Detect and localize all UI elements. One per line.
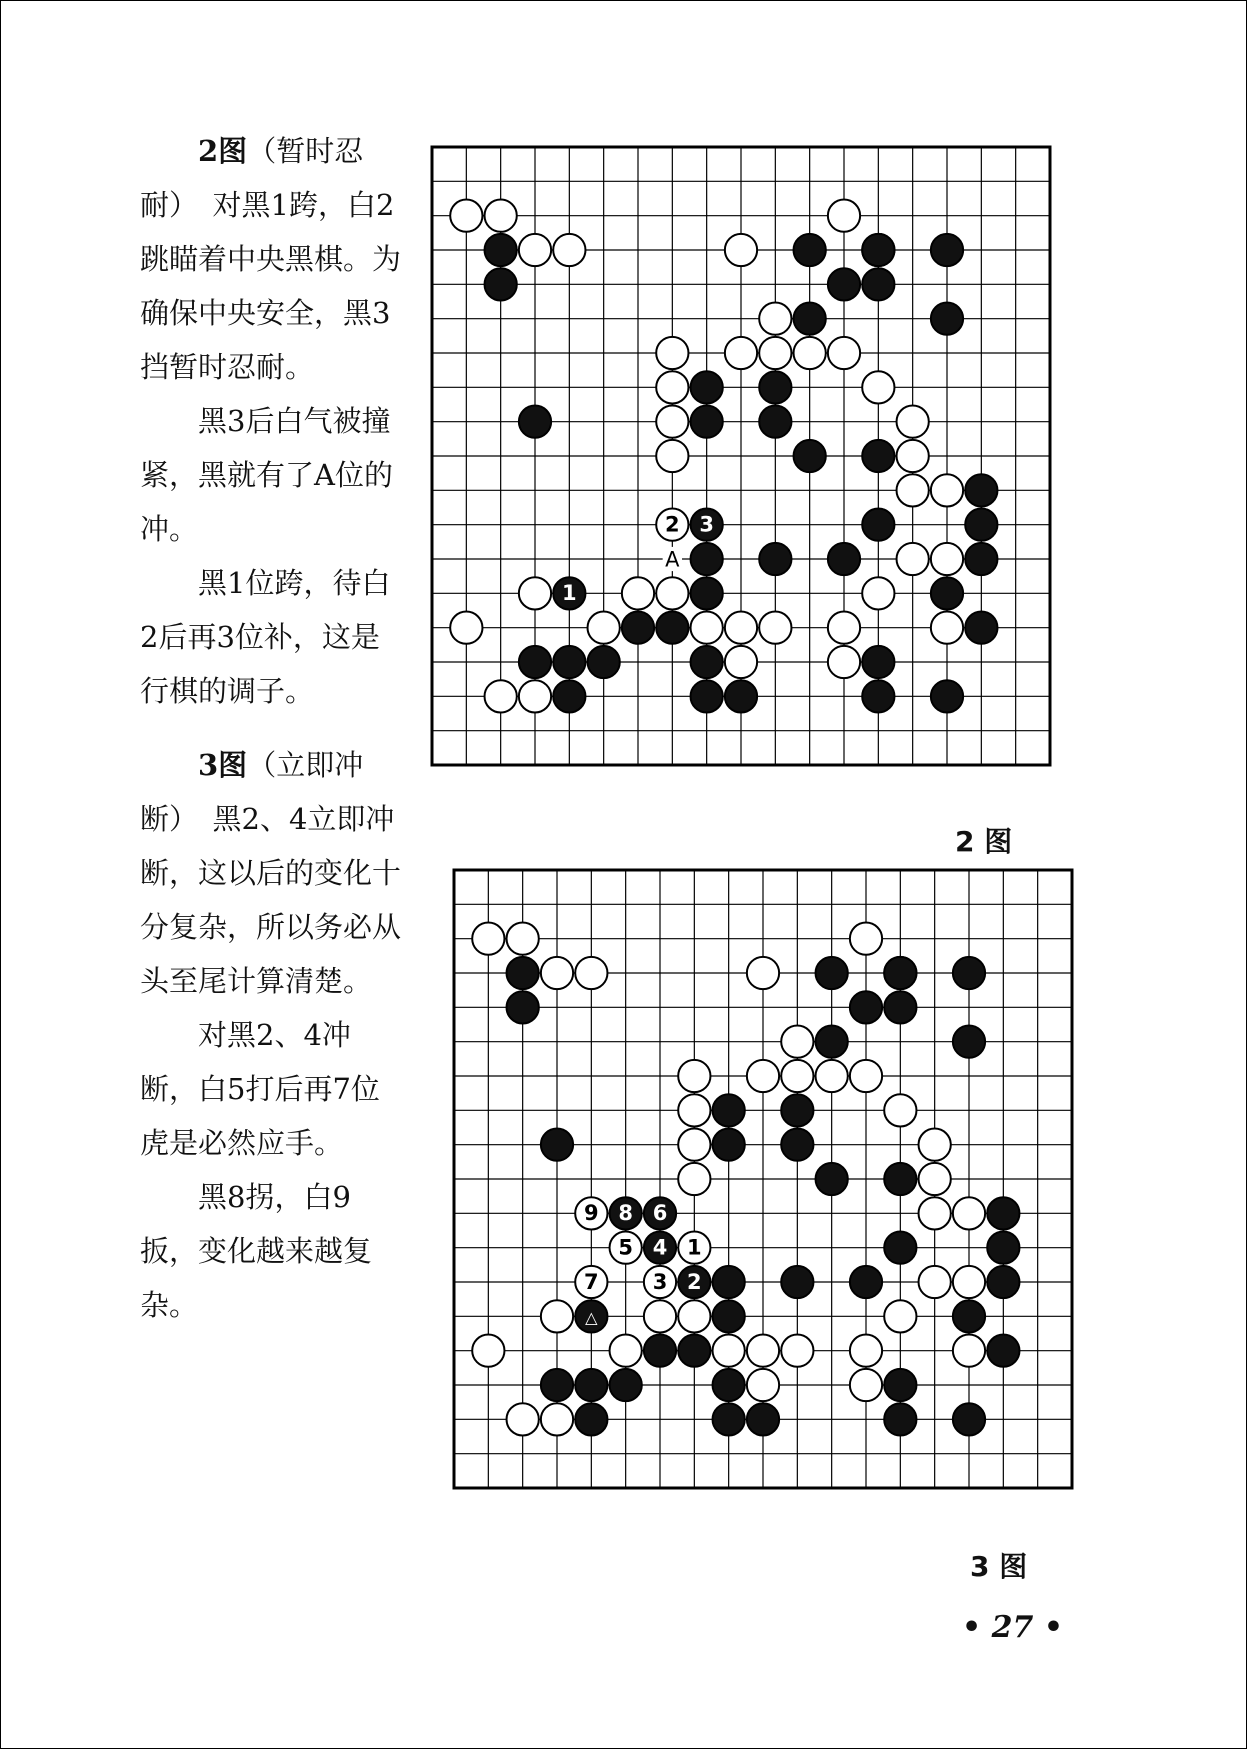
white-stone — [759, 612, 791, 644]
black-stone — [713, 1403, 745, 1435]
black-stone — [781, 1094, 813, 1126]
black-stone — [884, 991, 916, 1023]
white-stone — [656, 337, 688, 369]
black-stone — [884, 1369, 916, 1401]
white-stone — [828, 646, 860, 678]
paragraph-diagram2-tempo: 黑1位跨，待白2后再3位补，这是行棋的调子。 — [140, 566, 391, 708]
white-stone — [656, 440, 688, 472]
white-stone — [850, 1060, 882, 1092]
black-stone — [862, 509, 894, 541]
page-number — [962, 1610, 1063, 1645]
white-stone — [541, 1403, 573, 1435]
white-stone — [919, 1266, 951, 1298]
white-stone — [919, 1129, 951, 1161]
stone-move-label: 7 — [584, 1269, 599, 1294]
black-stone — [987, 1335, 1019, 1367]
white-stone — [953, 1266, 985, 1298]
stone-move-label: 4 — [652, 1235, 668, 1260]
white-stone — [450, 200, 482, 232]
black-stone — [987, 1197, 1019, 1229]
black-stone — [850, 1266, 882, 1298]
white-stone — [828, 200, 860, 232]
white-stone — [656, 406, 688, 438]
white-stone — [507, 1403, 539, 1435]
white-stone — [794, 337, 826, 369]
black-stone — [759, 406, 791, 438]
stone-move-label: 2 — [687, 1269, 702, 1294]
paragraph-diagram3-response: 对黑2、4冲断，白5打后再7位虎是必然应手。 — [140, 1018, 380, 1160]
black-stone — [507, 991, 539, 1023]
black-stone — [519, 646, 551, 678]
black-stone — [862, 646, 894, 678]
white-stone — [472, 1335, 504, 1367]
white-stone — [691, 612, 723, 644]
black-stone — [931, 303, 963, 335]
black-stone — [678, 1335, 710, 1367]
black-stone — [759, 371, 791, 403]
page-number-value: 27 — [991, 1610, 1034, 1645]
white-stone — [519, 234, 551, 266]
white-stone — [850, 1369, 882, 1401]
white-stone — [884, 1094, 916, 1126]
white-stone — [747, 1369, 779, 1401]
black-stone — [931, 577, 963, 609]
black-stone — [541, 1369, 573, 1401]
diagram3-intro-body: （立即冲断） 黑2、4立即冲断，这以后的变化十分复杂，所以务必从头至尾计算清楚。 — [140, 748, 402, 998]
white-stone — [931, 612, 963, 644]
white-stone — [472, 923, 504, 955]
black-stone — [575, 1403, 607, 1435]
white-stone — [931, 474, 963, 506]
black-stone — [691, 406, 723, 438]
black-stone — [794, 234, 826, 266]
white-stone — [897, 543, 929, 575]
stone-move-label: 2 — [665, 512, 680, 537]
white-stone — [884, 1300, 916, 1332]
black-stone — [519, 406, 551, 438]
stone-move-label: 1 — [562, 581, 577, 606]
black-stone — [759, 543, 791, 575]
white-stone — [541, 957, 573, 989]
black-stone — [691, 680, 723, 712]
black-stone — [691, 543, 723, 575]
white-stone — [725, 337, 757, 369]
white-stone — [725, 646, 757, 678]
white-stone — [725, 612, 757, 644]
black-stone — [485, 234, 517, 266]
white-stone — [919, 1197, 951, 1229]
black-stone — [953, 1300, 985, 1332]
white-stone — [759, 337, 791, 369]
black-stone — [850, 991, 882, 1023]
white-stone — [575, 957, 607, 989]
white-stone — [678, 1163, 710, 1195]
stone-move-label: 3 — [652, 1269, 668, 1294]
black-stone — [931, 234, 963, 266]
diagram-3-caption: 3 图 — [970, 1550, 1028, 1583]
white-stone — [897, 440, 929, 472]
white-stone — [781, 1026, 813, 1058]
black-stone — [965, 509, 997, 541]
black-stone — [953, 957, 985, 989]
black-stone — [747, 1403, 779, 1435]
white-stone — [485, 680, 517, 712]
black-stone — [781, 1266, 813, 1298]
white-stone — [713, 1335, 745, 1367]
white-stone — [519, 680, 551, 712]
white-stone — [828, 337, 860, 369]
page-number-dot-left: • — [962, 1610, 982, 1645]
black-stone — [794, 440, 826, 472]
diagram3-title: 3图 — [198, 748, 248, 782]
black-stone — [725, 680, 757, 712]
white-stone — [725, 234, 757, 266]
black-stone — [588, 646, 620, 678]
black-stone — [622, 612, 654, 644]
black-stone — [816, 1163, 848, 1195]
white-stone — [541, 1300, 573, 1332]
black-stone — [691, 646, 723, 678]
stone-move-label: △ — [585, 1308, 598, 1328]
stone-move-label: 1 — [687, 1235, 702, 1260]
white-stone — [678, 1129, 710, 1161]
black-stone — [781, 1129, 813, 1161]
black-stone — [965, 543, 997, 575]
black-stone — [931, 680, 963, 712]
diagram2-intro-body: （暂时忍耐） 对黑1跨，白2跳瞄着中央黑棋。为确保中央安全，黑3挡暂时忍耐。 — [140, 134, 402, 384]
black-stone — [713, 1300, 745, 1332]
stone-move-label: 5 — [618, 1235, 633, 1260]
paragraph-diagram3-complex: 黑8拐，白9扳，变化越来越复杂。 — [140, 1180, 373, 1322]
black-stone — [884, 957, 916, 989]
go-board-diagram-3 — [452, 868, 1102, 1518]
white-stone — [622, 577, 654, 609]
white-stone — [828, 612, 860, 644]
white-stone — [850, 1335, 882, 1367]
diagram2-title: 2图 — [198, 134, 248, 168]
black-stone — [884, 1232, 916, 1264]
black-stone — [965, 612, 997, 644]
white-stone — [953, 1197, 985, 1229]
board-point-label: A — [665, 547, 680, 572]
white-stone — [553, 234, 585, 266]
paragraph-diagram2-intro — [140, 124, 402, 394]
black-stone — [884, 1403, 916, 1435]
white-stone — [931, 543, 963, 575]
white-stone — [588, 612, 620, 644]
white-stone — [644, 1300, 676, 1332]
black-stone — [953, 1403, 985, 1435]
page-number-dot-right: • — [1043, 1610, 1064, 1645]
black-stone — [953, 1026, 985, 1058]
go-board-diagram-2 — [430, 145, 1080, 795]
black-stone — [713, 1369, 745, 1401]
black-stone — [610, 1369, 642, 1401]
black-stone — [862, 680, 894, 712]
black-stone — [828, 543, 860, 575]
black-stone — [816, 957, 848, 989]
black-stone — [691, 371, 723, 403]
black-stone — [575, 1369, 607, 1401]
black-stone — [713, 1094, 745, 1126]
white-stone — [850, 923, 882, 955]
black-stone — [541, 1129, 573, 1161]
paragraph-diagram3-intro — [140, 738, 402, 1008]
stone-move-label: 9 — [584, 1201, 599, 1226]
white-stone — [485, 200, 517, 232]
black-stone — [884, 1163, 916, 1195]
white-stone — [897, 474, 929, 506]
white-stone — [450, 612, 482, 644]
white-stone — [919, 1163, 951, 1195]
white-stone — [781, 1060, 813, 1092]
black-stone — [987, 1266, 1019, 1298]
diagram-2-caption: 2 图 — [955, 825, 1013, 858]
black-stone — [987, 1232, 1019, 1264]
white-stone — [781, 1335, 813, 1367]
white-stone — [953, 1335, 985, 1367]
white-stone — [610, 1335, 642, 1367]
white-stone — [747, 1335, 779, 1367]
black-stone — [713, 1129, 745, 1161]
stone-move-label: 8 — [618, 1201, 633, 1226]
black-stone — [691, 577, 723, 609]
stone-move-label: 6 — [652, 1201, 668, 1226]
white-stone — [816, 1060, 848, 1092]
white-stone — [747, 957, 779, 989]
black-stone — [862, 268, 894, 300]
white-stone — [747, 1060, 779, 1092]
black-stone — [965, 474, 997, 506]
text-column-top — [140, 124, 402, 718]
white-stone — [862, 371, 894, 403]
white-stone — [678, 1300, 710, 1332]
white-stone — [519, 577, 551, 609]
white-stone — [507, 923, 539, 955]
black-stone — [828, 268, 860, 300]
black-stone — [862, 234, 894, 266]
black-stone — [553, 646, 585, 678]
black-stone — [713, 1266, 745, 1298]
white-stone — [862, 577, 894, 609]
black-stone — [816, 1026, 848, 1058]
white-stone — [759, 303, 791, 335]
black-stone — [553, 680, 585, 712]
white-stone — [678, 1094, 710, 1126]
black-stone — [485, 268, 517, 300]
black-stone — [862, 440, 894, 472]
black-stone — [794, 303, 826, 335]
white-stone — [656, 371, 688, 403]
black-stone — [656, 612, 688, 644]
stone-move-label: 3 — [699, 512, 714, 537]
white-stone — [678, 1060, 710, 1092]
white-stone — [656, 577, 688, 609]
text-column-bottom — [140, 738, 402, 1332]
black-stone — [507, 957, 539, 989]
white-stone — [897, 406, 929, 438]
black-stone — [644, 1335, 676, 1367]
paragraph-diagram2-note: 黑3后白气被撞紧，黑就有了A位的冲。 — [140, 404, 393, 546]
